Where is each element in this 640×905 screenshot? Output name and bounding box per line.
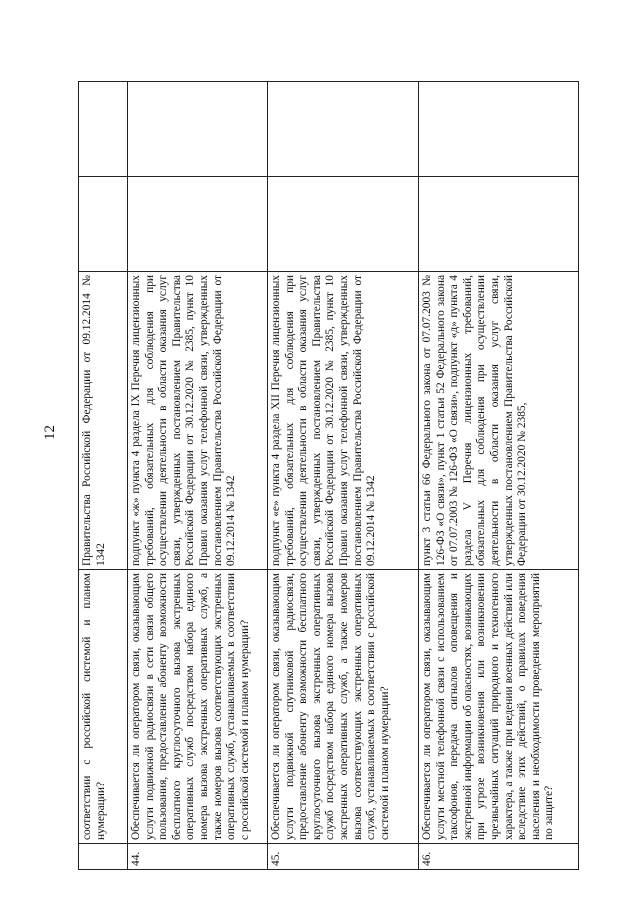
legal-basis-cell: пункт 3 статьи 66 Федерального закона от 07.07.2003 № 126-ФЗ «О связи», пункт 1 статьи 52 Федерального закона от 07.07.2003 № 126-ФЗ «О связи», подпункт «д» пункта 4 раздела V Перечня лицензионных требований, обязательных для соблюдения при осуществлении деятельности в области оказания услуг связи, утвержденных постановлением Правительства Российской Федерации от 30.12.2020 № 2385, [419, 272, 579, 570]
row-number-cell: 45. [268, 844, 419, 870]
answer-cell [419, 177, 579, 272]
answer-cell [128, 177, 268, 272]
note-cell [79, 82, 128, 177]
legal-basis-cell: подпункт «е» пункта 4 раздела XII Перечня лицензионных требований, обязательных для соблюдения при осуществлении деятельности в области оказания услуг связи, утвержденных постановлением Правительства Российской Федерации от 30.12.2020 № 2385, пункт 10 Правил оказания услуг телефонной связи, утвержденных постановлением Правительства Российской Федерации от 09.12.2014 № 1342 [268, 272, 419, 570]
table-row [268, 82, 419, 870]
question-cell: Обеспечивается ли оператором связи, оказывающим услуги подвижной спутниковой радиосвязи, предоставление абоненту возможности бесплатного круглосуточного вызова экстренных оперативных служб посредством набора единого номера вызова экстренных оперативных служб, а также номеров вызова соответствующих экстренных оперативных служб, устанавливаемых в соответствии с российской системой и планом нумерации? [268, 570, 419, 844]
row-number-cell [79, 844, 128, 870]
table-row [79, 82, 128, 870]
table-row [128, 82, 268, 870]
checklist-table [78, 81, 579, 870]
question-cell: Обеспечивается ли оператором связи, оказывающим услуги подвижной радиосвязи в сети связи общего пользования, предоставление абоненту возможности бесплатного круглосуточного вызова экстренных оперативных служб посредством набора единого номера вызова экстренных оперативных служб, а также номеров вызова соответствующих экстренных оперативных служб, устанавливаемых в соответствии с российской системой и планом нумерации? [128, 570, 268, 844]
question-cell: соответствии с российской системой и планом нумерации? [79, 570, 128, 844]
checklist-table-area [78, 82, 640, 870]
page-number: 12 [42, 425, 58, 440]
row-number-cell: 46. [419, 844, 579, 870]
answer-cell [79, 177, 128, 272]
note-cell [419, 82, 579, 177]
question-cell: Обеспечивается ли оператором связи, оказывающим услуги местной телефонной связи с использованием таксофонов, передача сигналов оповещения и экстренной информации об опасностях, возникающих при угрозе возникновения или возникновении чрезвычайных ситуаций природного и техногенного характера, а также при ведении военных действий или вследствие этих действий, о правилах поведения населения и необходимости проведения мероприятий по защите? [419, 570, 579, 844]
note-cell [268, 82, 419, 177]
legal-basis-cell: Правительства Российской Федерации от 09.12.2014 № 1342 [79, 272, 128, 570]
legal-basis-cell: подпункт «ж» пункта 4 раздела IX Перечня лицензионных требований, обязательных для соблюдения при осуществлении деятельности в области оказания услуг связи, утвержденных постановлением Правительства Российской Федерации от 30.12.2020 № 2385, пункт 10 Правил оказания услуг телефонной связи, утвержденных постановлением Правительства Российской Федерации от 09.12.2014 № 1342 [128, 272, 268, 570]
table-row [419, 82, 579, 870]
row-number-cell: 44. [128, 844, 268, 870]
answer-cell [268, 177, 419, 272]
note-cell [128, 82, 268, 177]
